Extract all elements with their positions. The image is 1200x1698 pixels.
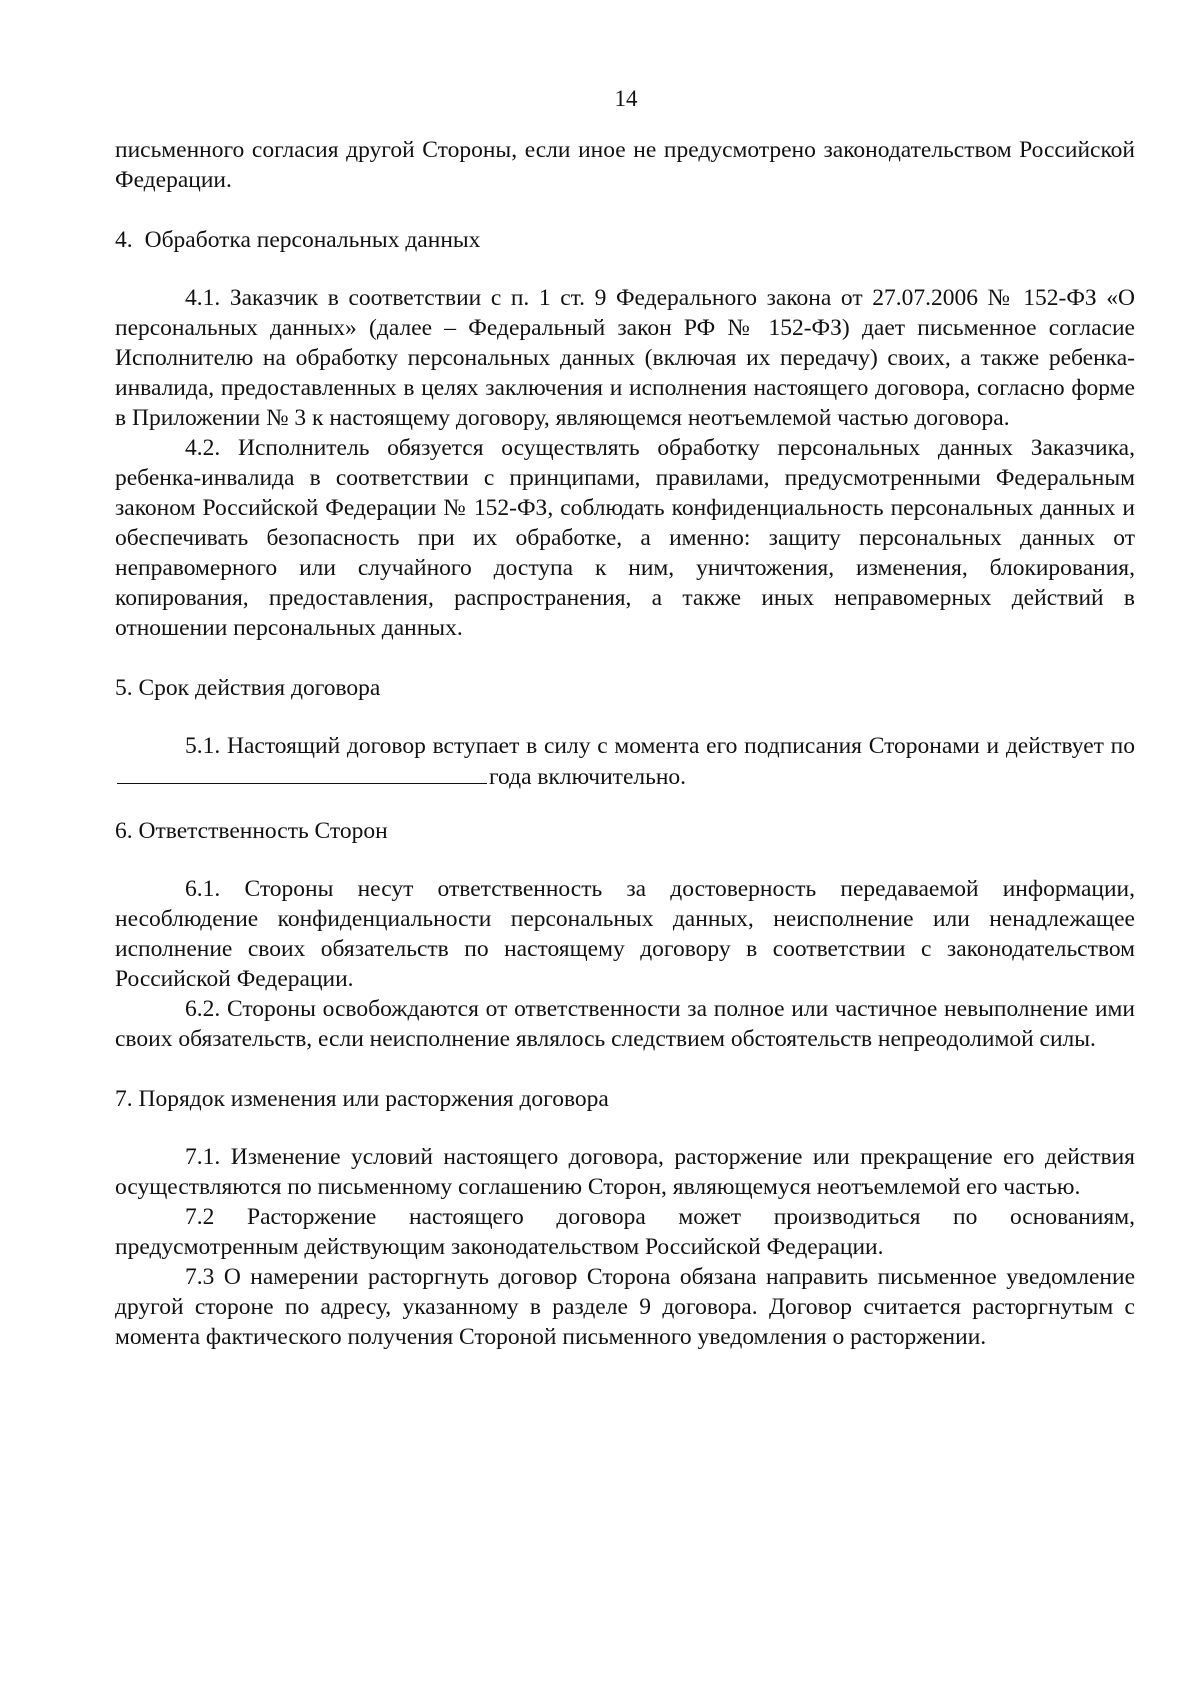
clause-7-1: 7.1. Изменение условий настоящего договора, расторжение или прекращение его действия осуществляются по письменному соглашению Сторон, являющемуся неотъемлемой его частью. xyxy=(115,1144,1135,1200)
clause-5-1-text: 5.1. Настоящий договор вступает в силу с момента его подписания Сторонами и действует по xyxy=(185,733,1135,759)
document-body xyxy=(115,135,1135,1352)
intro-paragraph: письменного согласия другой Стороны, если иное не предусмотрено законодательством Российской Федерации. xyxy=(115,137,1135,193)
clause-6-2: 6.2. Стороны освобождаются от ответственности за полное или частичное невыполнение ими своих обязательств, если неисполнение являлось следствием обстоятельств непреодолимой силы. xyxy=(115,996,1135,1052)
clause-5-1 xyxy=(115,731,1135,792)
section-4-heading xyxy=(115,225,1135,255)
clause-7-2: 7.2 Расторжение настоящего договора может производиться по основаниям, предусмотренным действующим законодательством Российской Федерации. xyxy=(115,1204,1135,1260)
clause-6-1: 6.1. Стороны несут ответственность за достоверность передаваемой информации, несоблюдение конфиденциальности персональных данных, неисполнение или ненадлежащее исполнение своих обязательств по настоящему договору в соответствии с законодательством Российской Федерации. xyxy=(115,876,1135,992)
section-4-number: 4. xyxy=(115,227,133,253)
section-6-heading: 6. Ответственность Сторон xyxy=(115,818,388,844)
clause-5-1-suffix: года включительно. xyxy=(489,764,687,790)
clause-4-2: 4.2. Исполнитель обязуется осуществлять обработку персональных данных Заказчика, ребенка-инвалида в соответствии с принципами, правилами, предусмотренными Федеральным законом Российской Федерации № 152-ФЗ, соблюдать конфиденциальность персональных данных и обеспечивать безопасность при их обработке, а именно: защиту персональных данных от неправомерного или случайного доступа к ним, уничтожения, изменения, блокирования, копирования, предоставления, распространения, а также иных неправомерных действий в отношении персональных данных. xyxy=(115,435,1135,641)
term-date-blank-line xyxy=(117,761,487,784)
clause-7-3: 7.3 О намерении расторгнуть договор Сторона обязана направить письменное уведомление другой стороне по адресу, указанному в разделе 9 договора. Договор считается расторгнутым с момента фактического получения Стороной письменного уведомления о расторжении. xyxy=(115,1264,1135,1350)
section-7-heading: 7. Порядок изменения или расторжения договора xyxy=(115,1086,609,1112)
clause-4-1: 4.1. Заказчик в соответствии с п. 1 ст. 9 Федерального закона от 27.07.2006 № 152-ФЗ «О персональных данных» (далее – Федеральный закон РФ № 152-ФЗ) дает письменное согласие Исполнителю на обработку персональных данных (включая их передачу) своих, а также ребенка-инвалида, предоставленных в целях заключения и исполнения настоящего договора, согласно форме в Приложении № 3 к настоящему договору, являющемся неотъемлемой частью договора. xyxy=(115,285,1135,431)
section-4-title: Обработка персональных данных xyxy=(144,227,481,253)
section-5-heading: 5. Срок действия договора xyxy=(115,675,381,701)
page-number: 14 xyxy=(614,86,638,111)
